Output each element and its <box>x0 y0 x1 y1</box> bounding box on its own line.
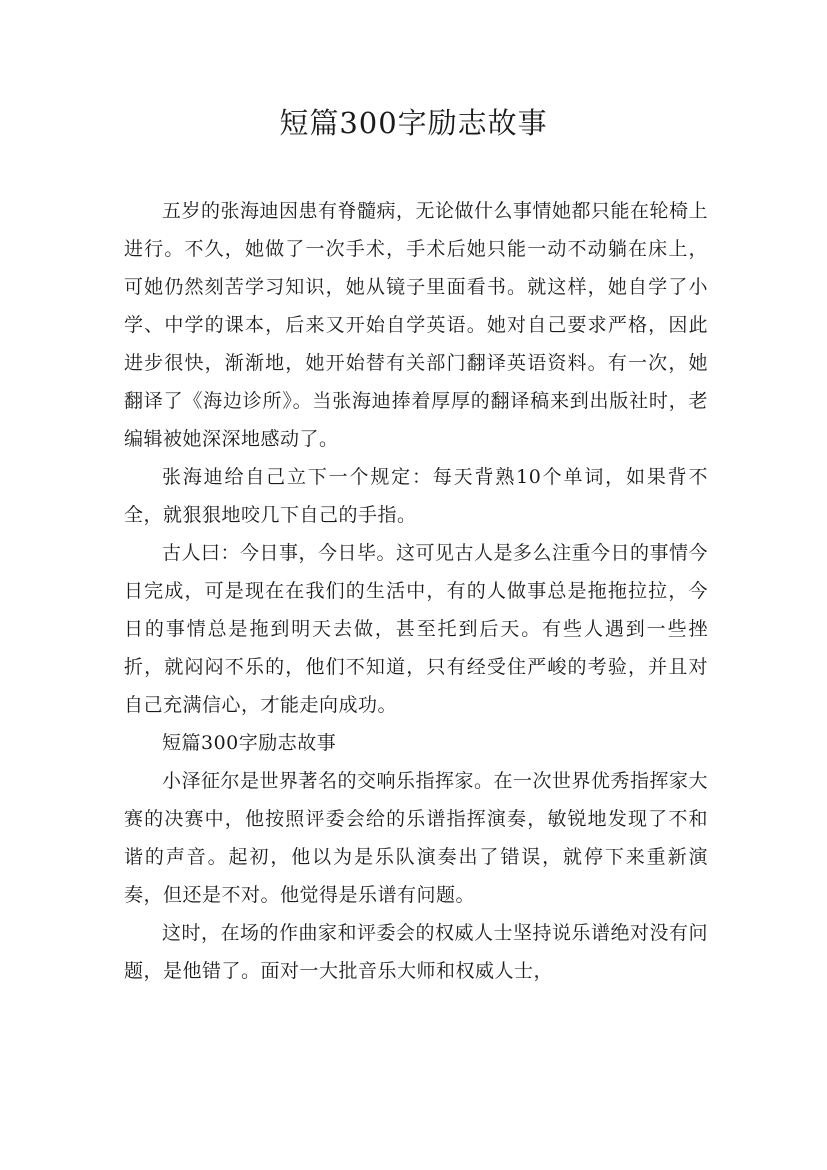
paragraph-today-matters: 古人曰：今日事，今日毕。这可见古人是多么注重今日的事情今日完成，可是现在在我们的生活中，有的人做事总是拖拖拉拉，今日的事情总是拖到明天去做，甚至托到后天。有些人遇到一些挫折，就闷闷不乐的，他们不知道，只有经受住严峻的考验，并且对自己充满信心，才能走向成功。 <box>124 542 709 716</box>
document-title: 短篇300字励志故事 <box>279 106 548 140</box>
paragraph-zhang-haidi-story: 五岁的张海迪因患有脊髓病，无论做什么事情她都只能在轮椅上进行。不久，她做了一次手术，手术后她只能一动不动躺在床上，可她仍然刻苦学习知识，她从镜子里面看书。就这样，她自学了小学、中学的课本，后来又开始自学英语。她对自己要求严格，因此进步很快，渐渐地，她开始替有关部门翻译英语资料。有一次，她翻译了《海边诊所》。当张海迪捧着厚厚的翻译稿来到出版社时，老编辑被她深深地感动了。 <box>124 200 709 450</box>
paragraph-word-rule: 张海迪给自己立下一个规定：每天背熟10个单词，如果背不全，就狠狠地咬几下自己的手指。 <box>124 466 708 526</box>
section-heading: 短篇300字励志故事 <box>162 732 337 754</box>
document-body <box>124 192 708 990</box>
paragraph-ozawa-continued: 这时，在场的作曲家和评委会的权威人士坚持说乐谱绝对没有问题，是他错了。面对一大批音乐大师和权威人士， <box>124 922 709 982</box>
paragraph-ozawa-story: 小泽征尔是世界著名的交响乐指挥家。在一次世界优秀指挥家大赛的决赛中，他按照评委会给的乐谱指挥演奏，敏锐地发现了不和谐的声音。起初，他以为是乐队演奏出了错误，就停下来重新演奏，但还是不对。他觉得是乐谱有问题。 <box>124 770 709 906</box>
